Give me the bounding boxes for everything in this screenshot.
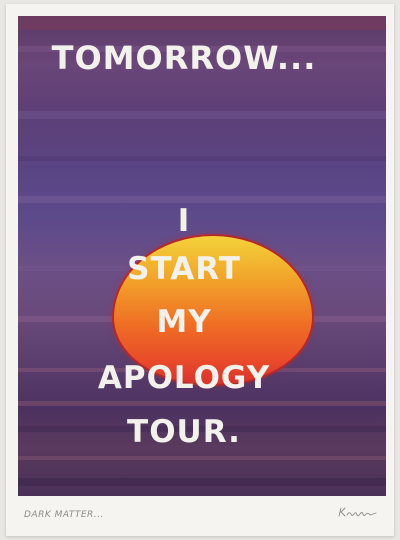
streak xyxy=(18,401,386,406)
streak xyxy=(18,16,386,30)
line-my: MY xyxy=(156,304,212,340)
streak xyxy=(18,156,386,161)
line-apology: APOLOGY xyxy=(97,360,271,396)
line-i: I xyxy=(177,203,191,239)
caption-text: DARK MATTER... xyxy=(24,510,104,520)
streak xyxy=(18,111,386,119)
streak xyxy=(18,456,386,460)
artist-signature xyxy=(336,504,386,520)
line-start: START xyxy=(127,251,241,287)
streak xyxy=(18,478,386,486)
streak xyxy=(18,196,386,203)
line-tour: TOUR. xyxy=(127,414,241,450)
line-tomorrow: TOMORROW... xyxy=(51,39,317,77)
